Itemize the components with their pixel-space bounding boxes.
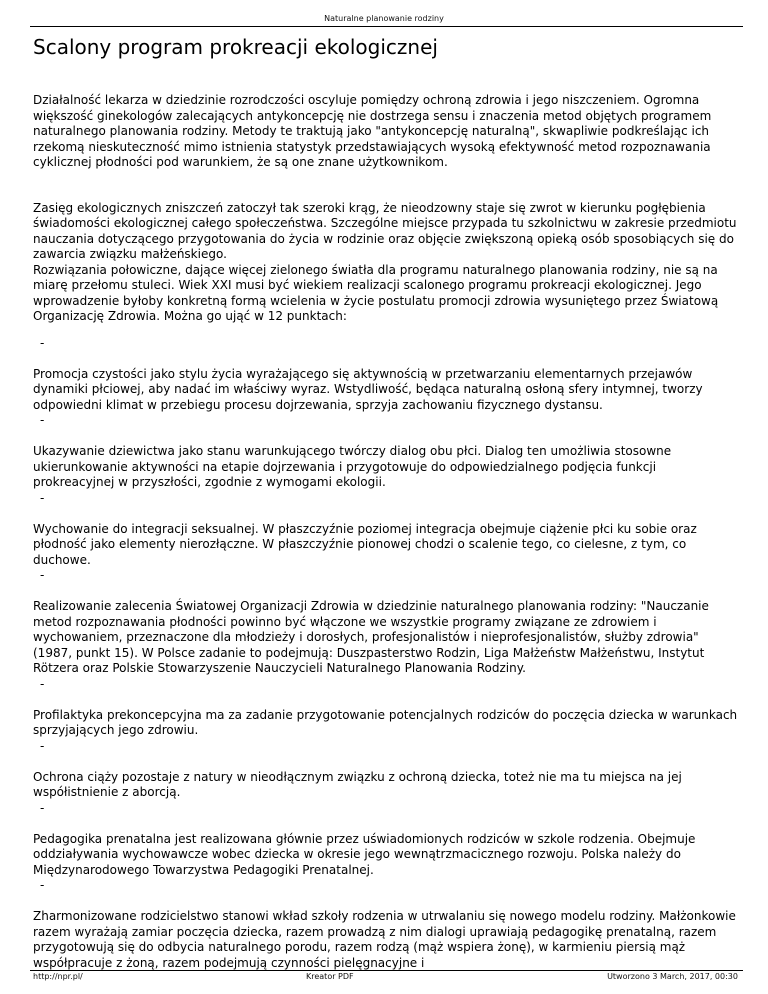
footer-url: http://npr.pl/ [33, 972, 83, 981]
footer-divider [30, 970, 743, 971]
intro-paragraph: Działalność lekarza w dziedzinie rozrodczości oscyluje pomiędzy ochroną zdrowia i jego niszczeniem. Ogromna większość ginekologów zalecających antykoncepcję nie dostrzega sensu i znaczenia metod objętych programem naturalnego planowania rodziny. Metody te traktują jako "antykoncepcję naturalną", skwapliwie podkreślając ich rzekomą nieskuteczność mimo istnienia statystyk przedstawiających wysoką efektywność metod rozpoznawania cyklicznej płodności pod warunkiem, że są one znane użytkownikom. [33, 93, 712, 169]
footer-created: Utworzono 3 March, 2017, 00:30 [607, 972, 738, 981]
running-header: Naturalne planowanie rodziny [324, 14, 444, 23]
list-dash: - [40, 738, 45, 753]
paragraph-program: Rozwiązania połowiczne, dające więcej zielonego światła dla programu naturalnego planowania rodziny, nie są na miarę przełomu stuleci. Wiek XXI musi być wiekiem realizacji scalonego programu prokreacji ekologicznej. Jego wprowadzenie byłoby konkretną formą wcielenia w życie postulatu promocji zdrowia wysuniętego przez Światową Organizację Zdrowia. Można go ująć w 12 punktach: [33, 262, 719, 323]
list-dash: - [40, 676, 45, 691]
list-item: Pedagogika prenatalna jest realizowana głównie przez uświadomionych rodziców w szkole rodzenia. Obejmuje oddziaływania wychowawcze wobec dziecka w okresie jego wewnątrzmacicznego rozwoju. Polska należy do Międzynarodowego Towarzystwa Pedagogiki Prenatalnej. [33, 831, 696, 877]
list-item: Wychowanie do integracji seksualnej. W płaszczyźnie poziomej integracja obejmuje ciążenie płci ku sobie oraz płodność jako elementy nierozłączne. W płaszczyźnie pionowej chodzi o scalenie tego, co cielesne, z tym, co duchowe. [33, 521, 697, 567]
list-item: Profilaktyka prekoncepcyjna ma za zadanie przygotowanie potencjalnych rodziców do poczęcia dziecka w warunkach sprzyjających jego zdrowiu. [33, 707, 738, 737]
list-dash: - [40, 490, 45, 505]
list-item: Ochrona ciąży pozostaje z natury w nieodłącznym związku z ochroną dziecka, toteż nie ma tu miejsca na jej współistnienie z aborcją. [33, 769, 682, 799]
list-dash: - [40, 800, 45, 815]
list-item: Realizowanie zalecenia Światowej Organizacji Zdrowia w dziedzinie naturalnego planowania rodziny: "Nauczanie metod rozpoznawania płodności powinno być włączone we wszystkie programy związane ze zdrowiem i wychowaniem, przeznaczone dla młodzieży i dorosłych, profesjonalistów i nieprofesjonalistów, służby zdrowia" (1987, punkt 15). W Polsce zadanie to podejmują: Duszpasterstwo Rodzin, Liga Małżeństw Małżeństwu, Instytut Rötzera oraz Polskie Stowarzyszenie Nauczycieli Naturalnego Planowania Rodziny. [33, 599, 709, 675]
header-divider [30, 26, 743, 27]
paragraph-ecology: Zasięg ekologicznych zniszczeń zatoczył tak szeroki krąg, że nieodzowny staje się zwrot w kierunku pogłębienia świadomości ekologicznej całego społeczeństwa. Szczególne miejsce przypada tu szkolnictwu w zakresie przedmiotu nauczania dotyczącego przygotowania do życia w rodzinie oraz objęcie zwiększoną opieką osób sposobiących się do zawarcia związku małżeńskiego. [33, 200, 737, 261]
list-dash: - [40, 413, 45, 427]
footer-generator: Kreator PDF [306, 972, 354, 981]
list-dash: - [40, 335, 45, 350]
list-item: Promocja czystości jako stylu życia wyrażającego się aktywnością w przetwarzaniu elementarnych przejawów dynamiki płciowej, aby nadać im właściwy wyraz. Wstydliwość, będąca naturalną osłoną sfery intymnej, tworzy odpowiedni klimat w przebiegu procesu dojrzewania, sprzyja zachowaniu fizycznego dystansu. [33, 366, 703, 412]
list-item: Zharmonizowane rodzicielstwo stanowi wkład szkoły rodzenia w utrwalaniu się nowego modelu rodziny. Małżonkowie razem wyrażają zamiar poczęcia dziecka, razem prowadzą z nim dialogi uprawiają pedagogikę prenatalną, razem przygotowują się do odbycia naturalnego porodu, razem rodzą (mąż wspiera żonę), w karmieniu piersią mąż współpracuje z żoną, razem podejmują czynności pielęgnacyjne i [33, 909, 736, 970]
article-body [33, 93, 738, 971]
list-item: Ukazywanie dziewictwa jako stanu warunkującego twórczy dialog obu płci. Dialog ten umożliwia stosowne ukierunkowanie aktywności na etapie dojrzewania i przygotowuje do odpowiedzialnego podjęcia funkcji prokreacyjnej w przyszłości, zgodnie z wymogami ekologii. [33, 444, 672, 489]
list-dash: - [40, 878, 45, 892]
list-dash: - [40, 568, 45, 582]
article-title: Scalony program prokreacji ekologicznej [33, 35, 438, 59]
